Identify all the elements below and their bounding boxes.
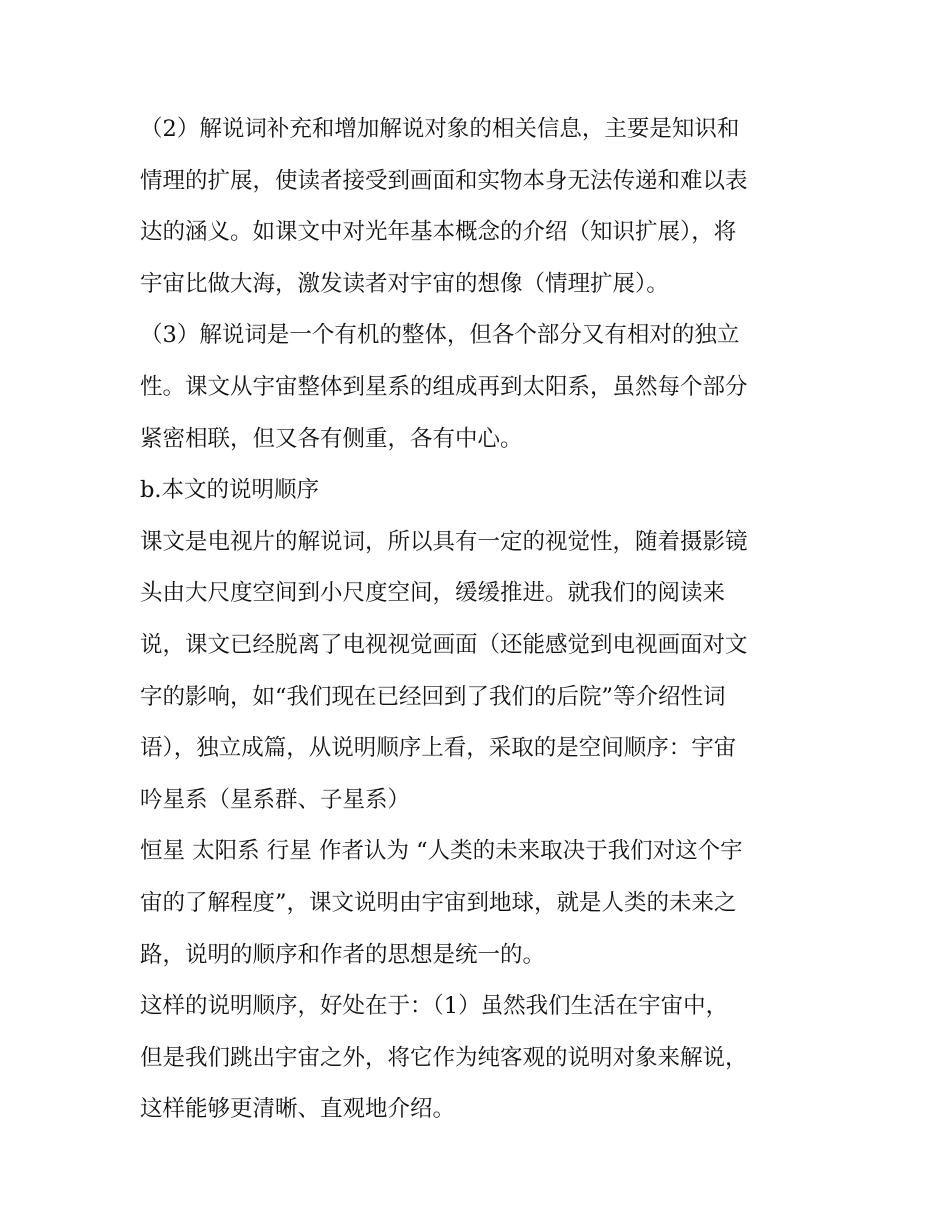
section-heading: b.本文的说明顺序 <box>140 477 320 504</box>
text-line: 字的影响，如“我们现在已经回到了我们的后院”等介绍性词 <box>140 683 726 710</box>
text-line: 宇宙比做大海，激发读者对宇宙的想像（情理扩展）。 <box>140 270 669 297</box>
text-line: 课文是电视片的解说词，所以具有一定的视觉性，随着摄影镜 <box>140 528 748 555</box>
text-line: 紧密相联，但又各有侧重，各有中心。 <box>140 425 523 452</box>
text-line: 宙的了解程度”，课文说明由宇宙到地球，就是人类的未来之 <box>140 889 737 916</box>
text-line: 吟星系（星系群、子星系） <box>140 786 411 813</box>
text-line: 恒星 太阳系 行星 作者认为 “人类的未来取决于我们对这个宇 <box>140 838 743 865</box>
text-line: 情理的扩展，使读者接受到画面和实物本身无法传递和难以表 <box>140 167 748 194</box>
text-line: 说，课文已经脱离了电视视觉画面（还能感觉到电视画面对文 <box>140 631 748 658</box>
text-line: 这样能够更清晰、直观地介绍。 <box>140 1096 456 1123</box>
text-line: 路，说明的顺序和作者的思想是统一的。 <box>140 941 546 968</box>
text-line: （3）解说词是一个有机的整体，但各个部分又有相对的独立 <box>140 322 740 349</box>
text-line: 性。课文从宇宙整体到星系的组成再到太阳系，虽然每个部分 <box>140 373 748 400</box>
text-line: （2）解说词补充和增加解说对象的相关信息，主要是知识和 <box>140 116 740 142</box>
text-line: 达的涵义。如课文中对光年基本概念的介绍（知识扩展），将 <box>140 219 737 246</box>
text-line: 这样的说明顺序，好处在于：（1）虽然我们生活在宇宙中， <box>140 993 729 1020</box>
text-line: 但是我们跳出宇宙之外，将它作为纯客观的说明对象来解说， <box>140 1044 748 1071</box>
text-line: 语），独立成篇，从说明顺序上看，采取的是空间顺序：宇宙 <box>140 735 737 762</box>
text-line: 头由大尺度空间到小尺度空间，缓缓推进。就我们的阅读来 <box>140 580 726 607</box>
document-body <box>140 104 816 1136</box>
